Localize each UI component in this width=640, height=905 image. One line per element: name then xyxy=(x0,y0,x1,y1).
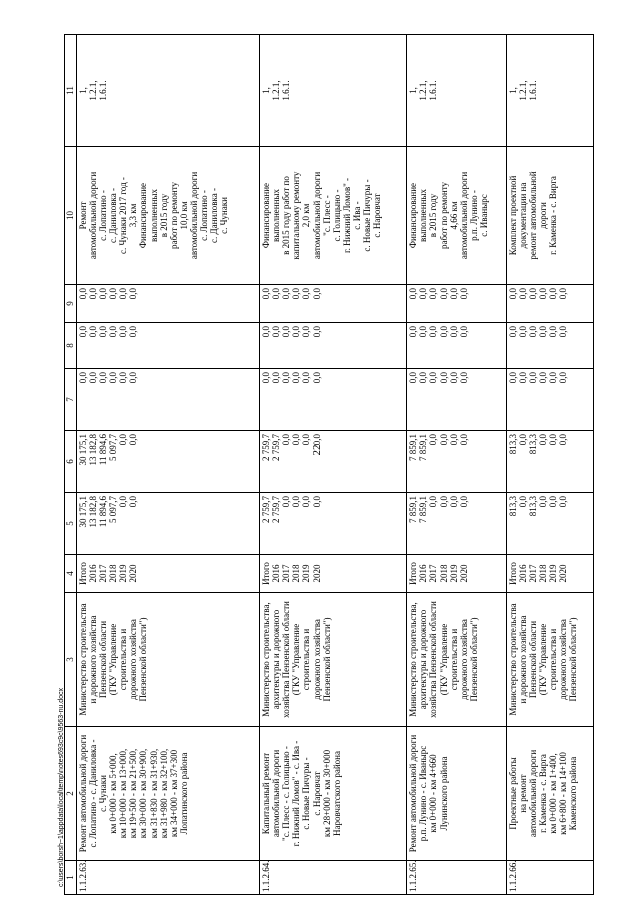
amount-cell: 0,0 xyxy=(88,372,99,384)
year-cell: 2019 xyxy=(118,564,129,583)
amount-list xyxy=(407,493,506,555)
amount-cell: 0,0 xyxy=(261,372,272,384)
amount-cell: 0,0 xyxy=(311,372,322,384)
amount-cell: 0,0 xyxy=(428,434,439,446)
year-cell: 2017 xyxy=(428,564,439,583)
amount-cell: 813,3 xyxy=(507,496,518,517)
amount-cell: 0,0 xyxy=(291,372,302,384)
amount-list xyxy=(77,323,260,369)
amount-cell: 0,0 xyxy=(98,372,109,384)
amount-cell: 0,0 xyxy=(517,434,528,446)
amount-cell: 0,0 xyxy=(311,288,322,300)
amount-cell: 813,3 xyxy=(527,496,538,517)
amount-cell: 13 182,8 xyxy=(88,434,99,466)
year-cell: 2016 xyxy=(418,564,429,583)
amount-list xyxy=(260,493,407,555)
year-cell: 2017 xyxy=(527,564,538,583)
amount-cell: 11 894,6 xyxy=(98,496,109,528)
object-name: Ремонт автомобильной дороги с. Лопатино - с. Даниловка - с. Чунаки км 0+000 - км 5+000, км 10+000 - км 13+000, км 19+500 - км 21+500, км 30+000 - км 30+900, км 31+830 - км 31+930, км 31+980 - км 32+100, км 34+000 - км 37+300 Лопатинского района xyxy=(77,727,260,861)
amount-cell: 7 859,1 xyxy=(418,496,429,523)
amount-cell: 2 759,7 xyxy=(271,434,282,461)
amount-cell: 0,0 xyxy=(458,434,469,446)
header-cell: 3 xyxy=(65,593,77,727)
amount-cell: 0,0 xyxy=(78,288,88,300)
year-cell: 2019 xyxy=(547,564,558,583)
row-number: 1.1.2.66. xyxy=(506,861,593,895)
expected-result: Финансирование выполненных в 2015 году работ по ремонту 4,66 км автомобильной дороги р.п. Лунино - с. Иванырс xyxy=(407,147,506,285)
row-number: 1.1.2.63. xyxy=(77,861,260,895)
year-cell: Итого xyxy=(261,562,272,585)
header-cell: 7 xyxy=(65,369,77,431)
amount-list xyxy=(407,323,506,369)
amount-cell: 0,0 xyxy=(291,434,302,446)
amount-cell: 0,0 xyxy=(428,288,439,300)
rotated-page xyxy=(64,35,594,895)
amount-cell: 0,0 xyxy=(428,496,439,508)
amount-cell: 0,0 xyxy=(261,288,272,300)
amount-cell: 0,0 xyxy=(128,372,139,384)
amount-cell: 0,0 xyxy=(128,434,139,446)
amount-cell: 7 859,1 xyxy=(408,496,419,523)
amount-cell: 0,0 xyxy=(438,496,449,508)
header-cell: 6 xyxy=(65,431,77,493)
indicator-ref: 1, 1.2.1, 1.6.1. xyxy=(260,35,407,147)
amount-cell: 0,0 xyxy=(98,326,109,338)
amount-cell: 0,0 xyxy=(291,326,302,338)
amount-cell: 0,0 xyxy=(291,496,302,508)
amount-cell: 0,0 xyxy=(547,496,558,508)
amount-cell: 0,0 xyxy=(281,372,292,384)
expected-result: Финансирование выполненных в 2015 году работ по капитальному ремонту 2,0 км автомобильной дороги "с. Плесс - с. Голицыно - г. Нижний Ломов" - с. Ива - с. Новые Пичуры - с. Наровчат xyxy=(260,147,407,285)
table-row xyxy=(506,35,593,895)
amount-cell: 0,0 xyxy=(408,372,419,384)
amount-cell: 0,0 xyxy=(507,326,518,338)
amount-cell: 0,0 xyxy=(108,288,119,300)
year-cell: Итого xyxy=(78,562,88,585)
amount-cell: 0,0 xyxy=(408,288,419,300)
amount-cell: 0,0 xyxy=(301,434,312,446)
program-table xyxy=(64,34,594,895)
amount-cell: 0,0 xyxy=(271,326,282,338)
year-cell: 2016 xyxy=(271,564,282,583)
amount-cell: 0,0 xyxy=(517,372,528,384)
amount-list xyxy=(407,285,506,323)
header-cell: 2 xyxy=(65,727,77,861)
amount-list xyxy=(407,431,506,493)
page-number: 22 xyxy=(311,444,323,456)
amount-cell: 0,0 xyxy=(291,288,302,300)
year-cell: Итого xyxy=(507,562,518,585)
amount-cell: 0,0 xyxy=(448,372,459,384)
header-cell: 8 xyxy=(65,323,77,369)
amount-cell: 0,0 xyxy=(118,326,129,338)
amount-cell: 30 175,1 xyxy=(78,496,88,528)
amount-cell: 0,0 xyxy=(118,434,129,446)
amount-cell: 0,0 xyxy=(418,372,429,384)
amount-list xyxy=(260,323,407,369)
amount-cell: 5 097,7 xyxy=(108,434,119,461)
year-cell: 2019 xyxy=(448,564,459,583)
expected-result: Комплект проектной документации на ремонт автомобильной дороги г. Каменка - с. Вирга xyxy=(506,147,593,285)
file-path: c:\users\borsh~1\appdata\local\temp\notes693c9c\9563-nu.docx xyxy=(58,687,65,887)
header-row xyxy=(65,35,77,895)
amount-cell: 0,0 xyxy=(517,326,528,338)
amount-cell: 813,3 xyxy=(507,434,518,455)
object-name: Ремонт автомобильной дороги р.п. Лунино - с. Иванырс км 0+000 - км 4+660 Лунинского района xyxy=(407,727,506,861)
expected-result: Ремонт автомобильной дороги с. Лопатино - с. Даниловка - с. Чунаки 2017 год - 3,3 км Финансирование выполненных в 2015 году работ по ремонту 10,0 км автомобильной дороги с. Лопатино - с. Даниловка - с. Чунаки xyxy=(77,147,260,285)
amount-cell: 0,0 xyxy=(281,326,292,338)
amount-cell: 0,0 xyxy=(271,288,282,300)
amount-cell: 0,0 xyxy=(458,288,469,300)
amount-cell: 0,0 xyxy=(537,326,548,338)
header-cell: 9 xyxy=(65,285,77,323)
amount-cell: 7 859,1 xyxy=(408,434,419,461)
amount-cell: 0,0 xyxy=(281,288,292,300)
amount-cell: 0,0 xyxy=(78,372,88,384)
amount-cell: 0,0 xyxy=(517,496,528,508)
amount-cell: 0,0 xyxy=(507,372,518,384)
amount-cell: 0,0 xyxy=(301,288,312,300)
amount-list xyxy=(506,323,593,369)
amount-cell: 0,0 xyxy=(448,434,459,446)
amount-cell: 0,0 xyxy=(118,288,129,300)
amount-cell: 0,0 xyxy=(128,288,139,300)
amount-cell: 0,0 xyxy=(558,372,569,384)
amount-cell: 0,0 xyxy=(547,434,558,446)
amount-cell: 0,0 xyxy=(301,326,312,338)
amount-cell: 30 175,1 xyxy=(78,434,88,466)
amount-cell: 0,0 xyxy=(311,326,322,338)
year-list xyxy=(407,555,506,593)
amount-cell: 2 759,7 xyxy=(261,434,272,461)
amount-cell: 0,0 xyxy=(88,326,99,338)
amount-cell: 0,0 xyxy=(118,496,129,508)
amount-cell: 0,0 xyxy=(128,326,139,338)
amount-cell: 0,0 xyxy=(428,326,439,338)
amount-cell: 813,3 xyxy=(527,434,538,455)
amount-cell: 0,0 xyxy=(301,496,312,508)
amount-cell: 0,0 xyxy=(418,288,429,300)
amount-cell: 0,0 xyxy=(517,288,528,300)
year-cell: 2018 xyxy=(108,564,119,583)
amount-cell: 0,0 xyxy=(261,326,272,338)
year-list xyxy=(260,555,407,593)
amount-list xyxy=(407,369,506,431)
year-cell: 2016 xyxy=(517,564,528,583)
footer-path-wrap xyxy=(50,455,64,895)
amount-list xyxy=(260,369,407,431)
amount-list xyxy=(506,493,593,555)
amount-cell: 0,0 xyxy=(537,496,548,508)
amount-cell: 0,0 xyxy=(408,326,419,338)
year-cell: 2018 xyxy=(291,564,302,583)
indicator-ref: 1, 1.2.1, 1.6.1. xyxy=(506,35,593,147)
amount-cell: 0,0 xyxy=(547,326,558,338)
amount-cell: 0,0 xyxy=(438,434,449,446)
year-cell: 2018 xyxy=(537,564,548,583)
indicator-ref: 1, 1.2.1, 1.6.1. xyxy=(407,35,506,147)
year-cell: 2020 xyxy=(458,564,469,583)
amount-cell: 0,0 xyxy=(311,496,322,508)
amount-cell: 0,0 xyxy=(281,434,292,446)
amount-cell: 0,0 xyxy=(527,326,538,338)
amount-cell: 13 182,8 xyxy=(88,496,99,528)
table-row xyxy=(407,35,506,895)
amount-cell: 0,0 xyxy=(537,434,548,446)
amount-cell: 0,0 xyxy=(88,288,99,300)
amount-cell: 0,0 xyxy=(558,326,569,338)
header-cell: 5 xyxy=(65,493,77,555)
executor: Министерство строительства и дорожного хозяйства Пензенской области (ГКУ "Управление строительства и дорожного хозяйства Пензенской области") xyxy=(506,593,593,727)
amount-cell: 0,0 xyxy=(458,326,469,338)
amount-cell: 11 894,6 xyxy=(98,434,109,466)
amount-cell: 0,0 xyxy=(527,288,538,300)
amount-cell: 0,0 xyxy=(128,496,139,508)
amount-cell: 0,0 xyxy=(537,288,548,300)
amount-cell: 0,0 xyxy=(558,288,569,300)
amount-cell: 0,0 xyxy=(98,288,109,300)
executor: Министерство строительства, архитектуры и дорожного хозяйства Пензенской области (ГКУ "Управление строительства и дорожного хозяйства Пензенской области") xyxy=(407,593,506,727)
year-cell: 2020 xyxy=(558,564,569,583)
amount-cell: 0,0 xyxy=(507,288,518,300)
amount-cell: 0,0 xyxy=(448,496,459,508)
amount-cell: 0,0 xyxy=(458,496,469,508)
amount-list xyxy=(77,369,260,431)
year-cell: 2019 xyxy=(301,564,312,583)
amount-cell: 0,0 xyxy=(438,372,449,384)
amount-cell: 0,0 xyxy=(271,372,282,384)
amount-cell: 5 097,7 xyxy=(108,496,119,523)
amount-cell: 0,0 xyxy=(418,326,429,338)
row-number: 1.1.2.65. xyxy=(407,861,506,895)
year-cell: 2017 xyxy=(98,564,109,583)
year-cell: 2018 xyxy=(438,564,449,583)
year-cell: 2020 xyxy=(311,564,322,583)
amount-list xyxy=(506,285,593,323)
header-cell: 4 xyxy=(65,555,77,593)
amount-list xyxy=(77,285,260,323)
amount-cell: 7 859,1 xyxy=(418,434,429,461)
amount-cell: 0,0 xyxy=(428,372,439,384)
amount-cell: 0,0 xyxy=(558,496,569,508)
amount-cell: 0,0 xyxy=(558,434,569,446)
amount-cell: 2 759,7 xyxy=(261,496,272,523)
amount-cell: 0,0 xyxy=(527,372,538,384)
amount-cell: 0,0 xyxy=(108,372,119,384)
amount-list xyxy=(260,285,407,323)
amount-cell: 0,0 xyxy=(438,326,449,338)
amount-cell: 0,0 xyxy=(547,288,558,300)
amount-cell: 0,0 xyxy=(448,326,459,338)
amount-cell: 0,0 xyxy=(301,372,312,384)
year-list xyxy=(506,555,593,593)
amount-list xyxy=(506,431,593,493)
amount-cell: 0,0 xyxy=(108,326,119,338)
header-cell: 10 xyxy=(65,147,77,285)
year-cell: 2020 xyxy=(128,564,139,583)
amount-list xyxy=(77,493,260,555)
header-cell: 1 xyxy=(65,861,77,895)
amount-cell: 0,0 xyxy=(281,496,292,508)
year-cell: Итого xyxy=(408,562,419,585)
indicator-ref: 1, 1.2.1, 1.6.1. xyxy=(77,35,260,147)
amount-cell: 0,0 xyxy=(547,372,558,384)
amount-cell: 0,0 xyxy=(458,372,469,384)
table-row xyxy=(77,35,260,895)
amount-list xyxy=(77,431,260,493)
amount-list xyxy=(506,369,593,431)
amount-cell: 2 759,7 xyxy=(271,496,282,523)
object-name: Капитальный ремонт автомобильной дороги "с. Плесс - с. Голицыно - г. Нижний Ломов" - с. Ива - с. Новые Пичуры - с. Наровчат км 28+000 - км 30+000 Наровчатского района xyxy=(260,727,407,861)
table-row xyxy=(260,35,407,895)
year-cell: 2016 xyxy=(88,564,99,583)
object-name: Проектные работы на ремонт автомобильной дороги г. Каменка - с. Вирга км 0+000 - км 1+400, км 6+800 - км 14+100 Каменского района xyxy=(506,727,593,861)
year-cell: 2017 xyxy=(281,564,292,583)
amount-cell: 0,0 xyxy=(438,288,449,300)
year-list xyxy=(77,555,260,593)
row-number: 1.1.2.64. xyxy=(260,861,407,895)
amount-cell: 0,0 xyxy=(448,288,459,300)
executor: Министерство строительства и дорожного хозяйства Пензенской области (ГКУ "Управление строительства и дорожного хозяйства Пензенской области") xyxy=(77,593,260,727)
amount-cell: 0,0 xyxy=(311,434,322,446)
header-cell: 11 xyxy=(65,35,77,147)
amount-list xyxy=(260,431,407,493)
amount-cell: 0,0 xyxy=(537,372,548,384)
amount-cell: 0,0 xyxy=(78,326,88,338)
amount-cell: 0,0 xyxy=(118,372,129,384)
executor: Министерство строительства, архитектуры и дорожного хозяйства Пензенской области (ГКУ "Управление строительства и дорожного хозяйства Пензенской области") xyxy=(260,593,407,727)
